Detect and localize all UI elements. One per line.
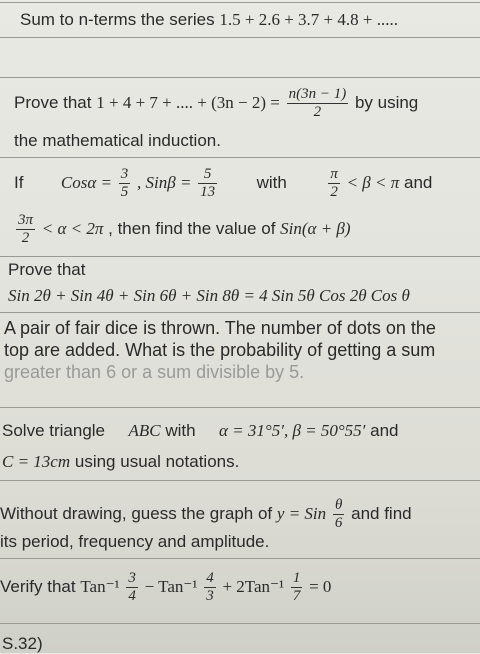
divider xyxy=(0,407,480,408)
fraction xyxy=(328,166,340,201)
question-text: If xyxy=(14,172,24,192)
divider xyxy=(0,558,480,559)
fraction xyxy=(333,497,345,532)
fraction-denominator: 5 xyxy=(120,184,129,200)
fraction-numerator: n(3n − 1) xyxy=(288,86,347,102)
fraction-denominator: 2 xyxy=(287,103,349,121)
question-graph-line2 xyxy=(0,532,480,552)
question-text: and xyxy=(370,421,399,440)
identity-expression: Sin 2θ + Sin 4θ + Sin 6θ + Sin 8θ = 4 Sin 5θ Cos 2θ Cos θ xyxy=(8,286,410,305)
question-text: Sum to n-terms the series xyxy=(20,10,215,29)
question-text: with xyxy=(256,172,287,192)
question-sin-sum xyxy=(14,166,480,201)
fraction-denominator: 3 xyxy=(206,588,214,604)
divider xyxy=(0,256,480,257)
fraction-denominator: 6 xyxy=(334,515,343,531)
angle-values: α = 31°5′, β = 50°55′ xyxy=(219,421,366,440)
fraction-denominator: 7 xyxy=(292,588,301,604)
question-text: the mathematical induction. xyxy=(14,131,221,150)
fraction xyxy=(126,570,138,605)
question-triangle xyxy=(2,421,480,441)
divider xyxy=(0,312,480,313)
fraction xyxy=(16,212,35,247)
divider xyxy=(0,623,480,624)
question-dice-line2 xyxy=(4,340,480,360)
fraction-denominator: 4 xyxy=(128,588,136,604)
function-lhs: y = Sin xyxy=(276,503,327,523)
question-triangle-line2 xyxy=(2,452,480,472)
divider xyxy=(0,480,480,481)
question-text: top are added. What is the probability of getting a sum xyxy=(4,340,436,360)
side-value: C = 13cm xyxy=(2,452,71,471)
question-dice-line3 xyxy=(4,362,480,382)
tan-term: − Tan⁻¹ xyxy=(144,576,198,596)
fraction-numerator: 5 xyxy=(203,166,212,182)
fraction-denominator: 2 xyxy=(16,229,35,247)
beta-range: < β < π xyxy=(346,172,400,192)
series-expression: 1.5 + 2.6 + 3.7 + 4.8 + ..... xyxy=(219,10,398,29)
question-text: its period, frequency and amplitude. xyxy=(0,532,270,551)
fraction-numerator: 3 xyxy=(128,570,136,586)
fraction-numerator: 4 xyxy=(206,570,214,586)
question-text: A pair of fair dice is thrown. The number of dots on the xyxy=(4,318,436,338)
question-sin-sum-line2 xyxy=(14,212,480,247)
tan-term: + 2Tan⁻¹ xyxy=(222,576,285,596)
triangle-name: ABC xyxy=(128,421,161,440)
fraction xyxy=(204,570,216,605)
question-trig-identity-line2 xyxy=(8,286,480,306)
fraction-numerator: θ xyxy=(334,497,343,513)
tan-term: Tan⁻¹ xyxy=(80,576,120,596)
equation-rhs: = 0 xyxy=(309,576,332,596)
fraction-numerator: π xyxy=(330,166,338,182)
question-text: Without drawing, guess the graph of xyxy=(0,503,273,523)
target-expression: Sin(α + β) xyxy=(280,218,351,238)
alpha-range: < α < 2π xyxy=(41,218,104,238)
fraction xyxy=(119,166,131,201)
fraction-denominator: 2 xyxy=(328,183,340,201)
question-series-sum xyxy=(20,10,480,30)
cos-alpha: Cosα = xyxy=(60,172,113,192)
question-number-footer xyxy=(2,634,480,654)
fraction-numerator: 3 xyxy=(120,166,129,182)
series-lhs: 1 + 4 + 7 + .... + (3n − 2) = xyxy=(96,92,280,112)
fraction xyxy=(291,570,303,605)
question-text: Prove that xyxy=(8,260,86,279)
question-text: Solve triangle xyxy=(2,421,106,440)
question-text: by using xyxy=(354,92,419,112)
divider xyxy=(0,2,480,3)
question-text: Prove that xyxy=(14,92,92,112)
question-graph xyxy=(0,497,480,532)
divider xyxy=(0,157,480,158)
question-trig-identity xyxy=(8,260,480,280)
question-text: using usual notations. xyxy=(74,452,240,471)
divider xyxy=(0,77,480,78)
question-text: Verify that xyxy=(0,576,76,596)
fraction-denominator: 13 xyxy=(200,184,216,200)
question-dice xyxy=(4,318,480,338)
question-induction xyxy=(14,86,480,121)
sin-beta: , Sinβ = xyxy=(137,172,192,192)
fraction xyxy=(198,166,217,201)
footer-text: S.32) xyxy=(2,634,43,653)
question-text: and xyxy=(404,172,433,192)
fraction xyxy=(287,86,349,121)
question-text: greater than 6 or a sum divisible by 5. xyxy=(4,362,305,382)
question-text: , then find the value of xyxy=(108,218,276,238)
question-text: and find xyxy=(351,503,412,523)
divider xyxy=(0,37,480,38)
fraction-numerator: 1 xyxy=(292,570,301,586)
question-inverse-tan xyxy=(0,570,480,605)
question-induction-line2 xyxy=(14,131,480,151)
question-text: with xyxy=(165,421,196,440)
fraction-numerator: 3π xyxy=(18,212,34,228)
